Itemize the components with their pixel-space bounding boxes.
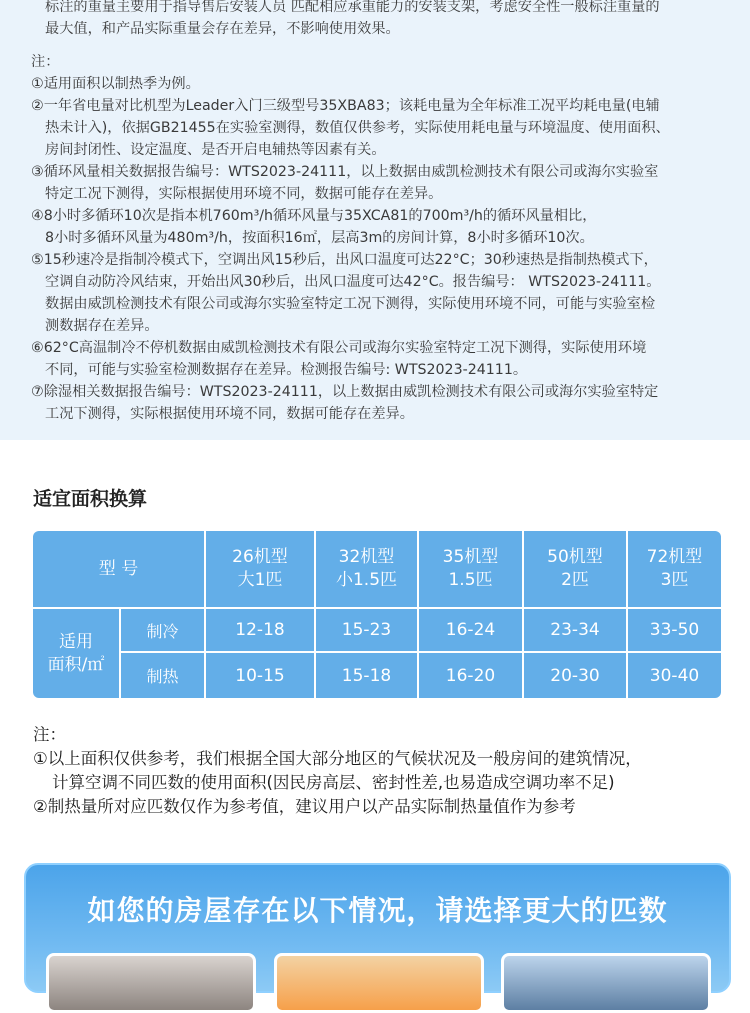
note-line: 特定工况下测得，实际根据使用环境不同，数据可能存在差异。 [45,186,443,202]
table-cell: 15-18 [341,665,392,686]
column-header [524,531,626,607]
table-cell: 30-40 [649,665,700,686]
area-note-label: 注： [33,725,66,744]
column-model: 26机型 [232,547,288,567]
table-cell: 10-15 [235,665,285,686]
note-line: ①适用面积以制热季为例。 [31,76,200,92]
column-model: 35机型 [442,547,499,567]
table-cell: 23-34 [550,620,600,640]
note-line: 房间封闭性、设定温度、是否开启电辅热等因素有关。 [45,142,386,158]
column-hp: 1.5匹 [448,570,493,590]
note-line: 热未计入)，依据GB21455在实验室测得，数值仅供参考，实际使用耗电量与环境温度、使用面积、 [45,120,670,136]
note-line: ⑤15秒速冷是指制冷模式下，空调出风15秒后，出风口温度可达22°C；30秒速热是指制热模式下， [31,252,658,268]
column-hp: 大1匹 [237,570,283,590]
note-line: 空调自动防冷风结束，开始出风30秒后，出风口温度可达42°C。报告编号： WTS2023-24111。 [45,274,661,290]
column-hp: 小1.5匹 [335,570,398,590]
table-cell: 15-23 [341,620,392,640]
intro-line: 最大值，和产品实际重量会存在差异，不影响使用效果。 [45,21,400,37]
cold-region-thumbnail [501,953,711,1013]
column-header [206,531,314,607]
upgrade-banner [24,863,731,993]
area-note-line: ①以上面积仅供参考，我们根据全国大部分地区的气候状况及一般房间的建筑情况， [33,749,642,768]
table-cell: 16-20 [445,665,496,686]
note-label: 注： [31,54,60,70]
table-cell: 16-24 [445,620,496,640]
area-table [33,531,721,698]
note-line: ②一年省电量对比机型为Leader入门三级型号35XBA83；该耗电量为全年标准工况平均耗电量(电辅 [31,98,660,114]
area-section-title: 适宜面积换算 [33,488,148,510]
row-label-heating: 制热 [146,667,179,686]
area-note-line: ②制热量所对应匹数仅作为参考值，建议用户以产品实际制热量值作为参考 [33,797,576,816]
sunny-room-thumbnail [274,953,484,1013]
high-floor-thumbnail [46,953,256,1013]
column-hp: 2匹 [561,570,589,590]
column-model: 50机型 [547,547,603,567]
column-header [419,531,522,607]
note-line: ⑥62°C高温制冷不停机数据由威凯检测技术有限公司或海尔实验室特定工况下测得，实际使用环境 [31,340,647,356]
note-line: 不同，可能与实验室检测数据存在差异。检测报告编号: WTS2023-24111。 [45,362,528,378]
table-cell: 12-18 [235,620,285,640]
note-line: 8小时多循环风量为480m³/h，按面积16㎡，层高3m的房间计算，8小时多循环10次。 [45,230,594,246]
intro-line: 标注的重量主要用于指导售后安装人员 匹配相应承重能力的安装支架，考虑安全性一般标注重量的 [45,0,660,15]
area-header: 适用 面积/㎡ [47,631,105,675]
column-hp: 3匹 [660,570,689,590]
table-cell: 33-50 [649,620,700,640]
area-note-line: 计算空调不同匹数的使用面积(因民房高层、密封性差,也易造成空调功率不足) [52,773,615,792]
note-line: 测数据存在差异。 [45,318,159,334]
banner-title: 如您的房屋存在以下情况，请选择更大的匹数 [87,894,668,927]
row-label-cooling: 制冷 [146,621,179,641]
column-header [316,531,417,607]
note-line: ④8小时多循环10次是指本机760m³/h循环风量与35XCA81的700m³/h的循环风量相比， [31,208,597,224]
model-header: 型 号 [98,558,139,579]
column-model: 32机型 [338,547,395,567]
note-line: ③循环风量相关数据报告编号：WTS2023-24111，以上数据由威凯检测技术有限公司或海尔实验室 [31,164,659,180]
table-cell: 20-30 [550,665,600,686]
note-line: ⑦除湿相关数据报告编号：WTS2023-24111，以上数据由威凯检测技术有限公司或海尔实验室特定 [31,384,659,400]
column-header [628,531,721,607]
note-line: 数据由威凯检测技术有限公司或海尔实验室特定工况下测得，实际使用环境不同，可能与实验室检 [45,296,656,312]
note-line: 工况下测得，实际根据使用环境不同，数据可能存在差异。 [45,406,414,422]
column-model: 72机型 [646,547,703,567]
top-notes-section [0,0,750,440]
